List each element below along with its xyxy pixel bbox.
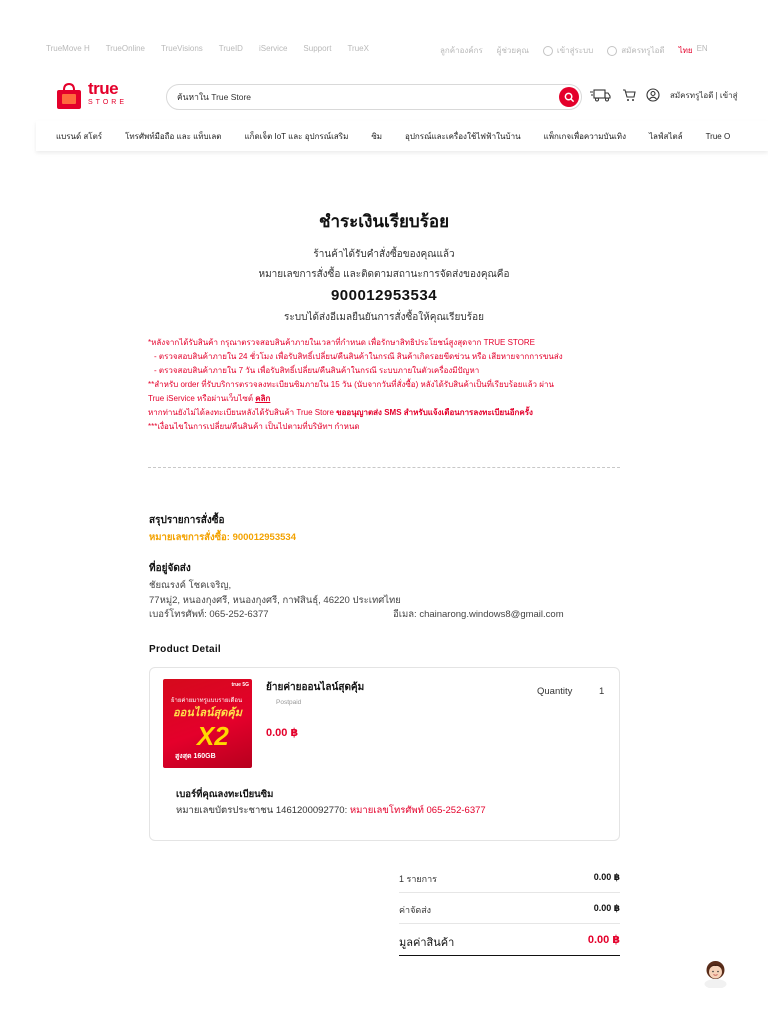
product-detail-title: Product Detail (149, 644, 221, 655)
delivery-truck-icon[interactable] (590, 88, 612, 102)
totals-grand-value: 0.00 ฿ (587, 934, 620, 946)
shipping-email: อีเมล: chainarong.windows8@gmail.com (393, 609, 564, 620)
order-totals (399, 862, 620, 956)
logo-wordmark: true (88, 79, 119, 98)
note-3: - ตรวจสอบสินค้าภายใน 7 วัน เพื่อรับสิทธิ์เปลี่ยน/คืนสินค้าในกรณี ระบบภายในตัวเครื่องมีปัญหา (154, 366, 480, 375)
login-link[interactable] (543, 44, 593, 57)
product-image-data: สูงสุด 160GB (175, 753, 216, 760)
note-4: **สำหรับ order ที่รับบริการตรวจลงทะเบียนซิมภายใน 15 วัน (นับจากวันที่สั่งซื้อ) หลังได้รับสินค้าเป็นที่เรียบร้อยแล้ว ผ่าน (148, 380, 554, 389)
header-icons (590, 88, 738, 102)
user-plus-icon (607, 46, 617, 56)
shipping-address: 77หมู่2, หนองกุงศรี, หนองกุงศรี, กาฬสินธุ์, 46220 ประเทศไทย (149, 595, 401, 606)
sim-register-title: เบอร์ที่คุณลงทะเบียนซิม (176, 789, 274, 800)
note-6-bold: ขออนุญาตส่ง SMS สำหรับแจ้งเตือนการลงทะเบียนอีกครั้ง (336, 408, 533, 417)
summary-order-number: หมายเลขการสั่งซื้อ: 900012953534 (149, 532, 296, 543)
cart-icon[interactable] (622, 88, 636, 102)
category-brand-store[interactable]: แบรนด์ สโตร์ (56, 131, 103, 141)
click-link[interactable]: คลิก (255, 394, 271, 403)
sim-register-line (176, 803, 486, 818)
category-true-o[interactable]: True O (705, 131, 731, 141)
shipping-phone: เบอร์โทรศัพท์: 065-252-6377 (149, 609, 269, 620)
sim-register-phone: หมายเลขโทรศัพท์ 065-252-6377 (349, 805, 486, 816)
product-image-headline: ออนไลน์สุดคุ้ม (173, 707, 242, 719)
corporate-link[interactable]: ลูกค้าองค์กร (440, 46, 483, 55)
product-type: Postpaid (276, 699, 302, 706)
network-link-trueid[interactable]: TrueID (218, 44, 243, 53)
login-label: เข้าสู่ระบบ (556, 46, 594, 55)
register-link[interactable] (607, 44, 664, 57)
note-5 (148, 392, 628, 406)
category-home-appliances[interactable]: อุปกรณ์และเครื่องใช้ไฟฟ้าในบ้าน (405, 131, 521, 141)
product-image-badge: true 5G (231, 682, 249, 688)
help-link[interactable]: ผู้ช่วยคุณ (496, 46, 529, 55)
search-button[interactable] (559, 87, 579, 107)
order-number: 900012953534 (330, 287, 438, 304)
chat-assistant-icon[interactable] (702, 958, 729, 988)
page-title: ชำระเงินเรียบร้อย (318, 212, 450, 231)
summary-title: สรุปรายการสั่งซื้อ (149, 515, 225, 526)
totals-grand-label: มูลค่าสินค้า (399, 937, 455, 949)
totals-row-grand (399, 924, 620, 956)
network-link-support[interactable]: Support (303, 44, 332, 53)
category-phones-tablets[interactable]: โทรศัพท์มือถือ และ แท็บเลต (125, 131, 222, 141)
account-link[interactable]: สมัครทรูไอดี | เข้าสู่ (670, 90, 738, 100)
totals-shipping-label: ค่าจัดส่ง (399, 905, 432, 915)
category-lifestyle[interactable]: ไลฟ์สไตล์ (648, 131, 683, 141)
quantity-value: 1 (599, 686, 605, 697)
category-gadgets-iot[interactable]: แก็ดเจ็ต IoT และ อุปกรณ์เสริม (244, 131, 349, 141)
true-store-logo[interactable] (54, 79, 128, 113)
category-entertainment[interactable]: แพ็กเกจเพื่อความบันเทิง (543, 131, 626, 141)
search-bar (166, 84, 582, 110)
product-image-caption: ย้ายค่ายมาทรูแบบรายเดือน (171, 698, 243, 704)
quantity-label: Quantity (537, 686, 573, 697)
language-switch (679, 44, 708, 57)
sim-register-id: หมายเลขบัตรประชาชน 1461200092770: (176, 805, 348, 816)
network-link-iservice[interactable]: iService (258, 44, 288, 53)
account-icon[interactable] (646, 88, 660, 102)
lang-en[interactable]: EN (696, 44, 708, 53)
network-link-trueonline[interactable]: TrueOnline (105, 44, 145, 53)
totals-items-value: 0.00 ฿ (593, 872, 620, 882)
category-nav (36, 121, 768, 151)
note-2: - ตรวจสอบสินค้าภายใน 24 ชั่วโมง เพื่อรับสิทธิ์เปลี่ยน/คืนสินค้าในกรณี สินค้าเกิดรอยขีดข่วน หรือ เสียหายจากการขนส่ง (154, 352, 563, 361)
product-image (163, 679, 252, 768)
note-6 (148, 406, 628, 420)
lang-th[interactable]: ไทย (678, 46, 693, 55)
note-7: ***เงื่อนไขในการเปลี่ยน/คืนสินค้า เป็นไปตามที่บริษัทฯ กำหนด (148, 422, 360, 431)
totals-items-label: 1 รายการ (399, 874, 438, 884)
product-price: 0.00 ฿ (266, 727, 299, 739)
user-icon (543, 46, 553, 56)
note-1: *หลังจากได้รับสินค้า กรุณาตรวจสอบสินค้าภายในเวลาที่กำหนด เพื่อรักษาสิทธิประโยชน์สูงสุดจาก TRUE STORE (148, 338, 535, 347)
totals-shipping-value: 0.00 ฿ (593, 903, 620, 913)
logo-store: STORE (88, 99, 127, 106)
network-links (46, 44, 369, 53)
product-name: ย้ายค่ายออนไลน์สุดคุ้ม (266, 682, 365, 693)
totals-row-items (399, 862, 620, 893)
network-link-truevisions[interactable]: TrueVisions (161, 44, 203, 53)
success-line-2: หมายเลขการสั่งซื้อ และติดตามสถานะการจัดส่งของคุณคือ (258, 269, 510, 280)
note-5-text: True iService หรือผ่านเว็บไซต์ (148, 394, 254, 403)
note-6-text: หากท่านยังไม่ได้ลงทะเบียนหลังได้รับสินค้า True Store (148, 408, 334, 417)
network-link-truex[interactable]: TrueX (347, 44, 369, 53)
top-right-links (440, 44, 708, 57)
register-label: สมัครทรูไอดี (621, 46, 665, 55)
shipping-name: ชัยณรงค์ โชคเจริญ, (149, 580, 232, 591)
totals-row-shipping (399, 893, 620, 924)
product-image-x2: X2 (197, 721, 229, 751)
payment-success (0, 208, 768, 325)
section-divider (148, 467, 620, 468)
search-input[interactable] (177, 89, 557, 105)
important-notes (148, 336, 628, 434)
success-line-3: ระบบได้ส่งอีเมลยืนยันการสั่งซื้อให้คุณเรียบร้อย (284, 312, 484, 323)
shipping-title: ที่อยู่จัดส่ง (149, 563, 191, 574)
category-sim[interactable]: ซิม (371, 131, 383, 141)
shopping-bag-icon (54, 81, 84, 111)
network-link-truemove[interactable]: TrueMove H (46, 44, 90, 53)
success-line-1: ร้านค้าได้รับคำสั่งซื้อของคุณแล้ว (313, 249, 455, 260)
search-icon (564, 92, 575, 103)
